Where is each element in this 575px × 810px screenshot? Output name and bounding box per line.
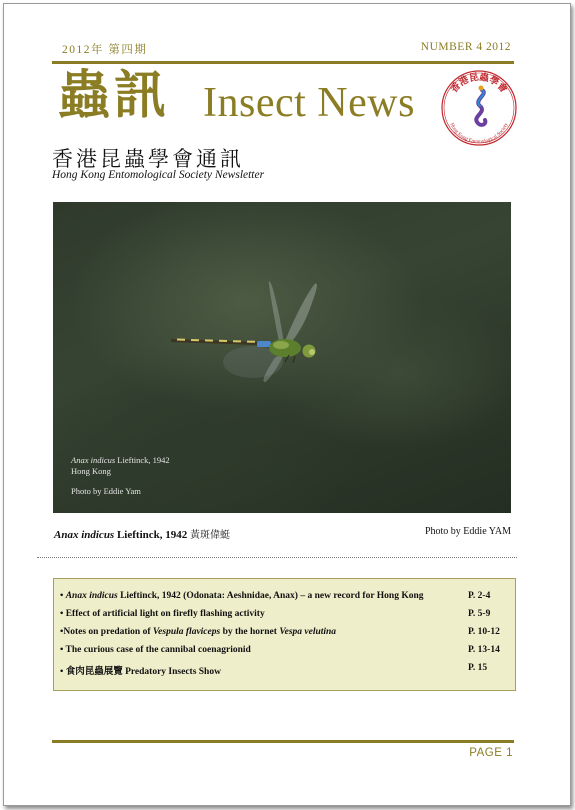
society-logo xyxy=(439,68,519,148)
toc-item-pages: P. 5-9 xyxy=(468,609,491,619)
toc-italic-species: Vespa velutina xyxy=(279,627,337,637)
logo-text-cjk: 香港昆蟲學會 xyxy=(448,71,510,96)
toc-item-title xyxy=(60,645,251,655)
toc-item-title xyxy=(60,591,424,601)
toc-item-title xyxy=(60,627,336,637)
toc-item-title xyxy=(60,663,221,677)
toc-item-title xyxy=(60,609,265,619)
issue-number: NUMBER 4 2012 xyxy=(420,41,511,53)
photo-overlay-species: Anax indicus xyxy=(71,455,116,465)
photo-caption xyxy=(54,526,230,541)
toc-item-firefly[interactable] xyxy=(60,609,508,623)
caption-species: Anax indicus xyxy=(54,529,115,541)
bottom-divider xyxy=(52,740,514,743)
toc-bullet: • xyxy=(60,609,66,619)
toc-bullet: • xyxy=(60,667,66,677)
dotted-divider xyxy=(37,557,517,558)
toc-italic-species: Anax indicus xyxy=(65,591,118,601)
toc-title-text: The curious case of the cannibal coenagrionid xyxy=(65,645,251,655)
photo-credit: Photo by Eddie YAM xyxy=(424,526,511,537)
toc-title-part: Notes on predation of xyxy=(63,627,153,637)
toc-item-coenagrionid[interactable] xyxy=(60,645,508,659)
toc-item-pages: P. 2-4 xyxy=(468,591,491,601)
toc-bullet: • xyxy=(60,627,64,637)
toc-item-vespula[interactable] xyxy=(60,627,508,641)
society-name-cjk: 香港昆蟲學會通訊 xyxy=(52,147,244,171)
toc-item-predatory-show[interactable] xyxy=(60,663,508,677)
table-of-contents xyxy=(53,578,516,691)
logo-text-en: Hong Kong Entomological Society xyxy=(448,122,510,146)
cover-photo-dragonfly xyxy=(53,202,511,513)
photo-overlay-credit: Photo by Eddie Yam xyxy=(71,486,141,496)
toc-item-anax[interactable] xyxy=(60,591,508,605)
toc-item-pages: P. 10-12 xyxy=(468,627,500,637)
masthead-title-cjk: 蟲訊 xyxy=(58,65,171,126)
society-name-en: Hong Kong Entomological Society Newsletter xyxy=(52,169,265,181)
toc-bullet: • xyxy=(60,591,66,601)
toc-title-rest: Lieftinck, 1942 (Odonata: Aeshnidae, Anax) – a new record for Hong Kong xyxy=(117,591,424,601)
toc-item-pages: P. 13-14 xyxy=(468,645,500,655)
toc-title-text: 食肉昆蟲展覽 Predatory Insects Show xyxy=(65,667,221,677)
page-number: PAGE 1 xyxy=(469,747,513,759)
top-divider xyxy=(52,61,514,64)
photo-overlay-location: Hong Kong xyxy=(71,466,111,476)
toc-item-pages: P. 15 xyxy=(468,663,488,673)
toc-italic-species: Vespula flaviceps xyxy=(152,627,221,637)
toc-bullet: • xyxy=(60,645,66,655)
caption-common-name: 黃斑偉蜓 xyxy=(190,530,230,541)
toc-title-part: by the hornet xyxy=(220,627,280,637)
photo-overlay-author: Lieftinck, 1942 xyxy=(115,455,170,465)
masthead-title-en: Insect News xyxy=(203,80,415,126)
caption-author-year: Lieftinck, 1942 xyxy=(114,529,190,541)
toc-title-text: Effect of artificial light on firefly flashing activity xyxy=(65,609,265,619)
photo-overlay-title xyxy=(71,455,170,465)
issue-date-cjk: 2012年 第四期 xyxy=(62,44,148,56)
